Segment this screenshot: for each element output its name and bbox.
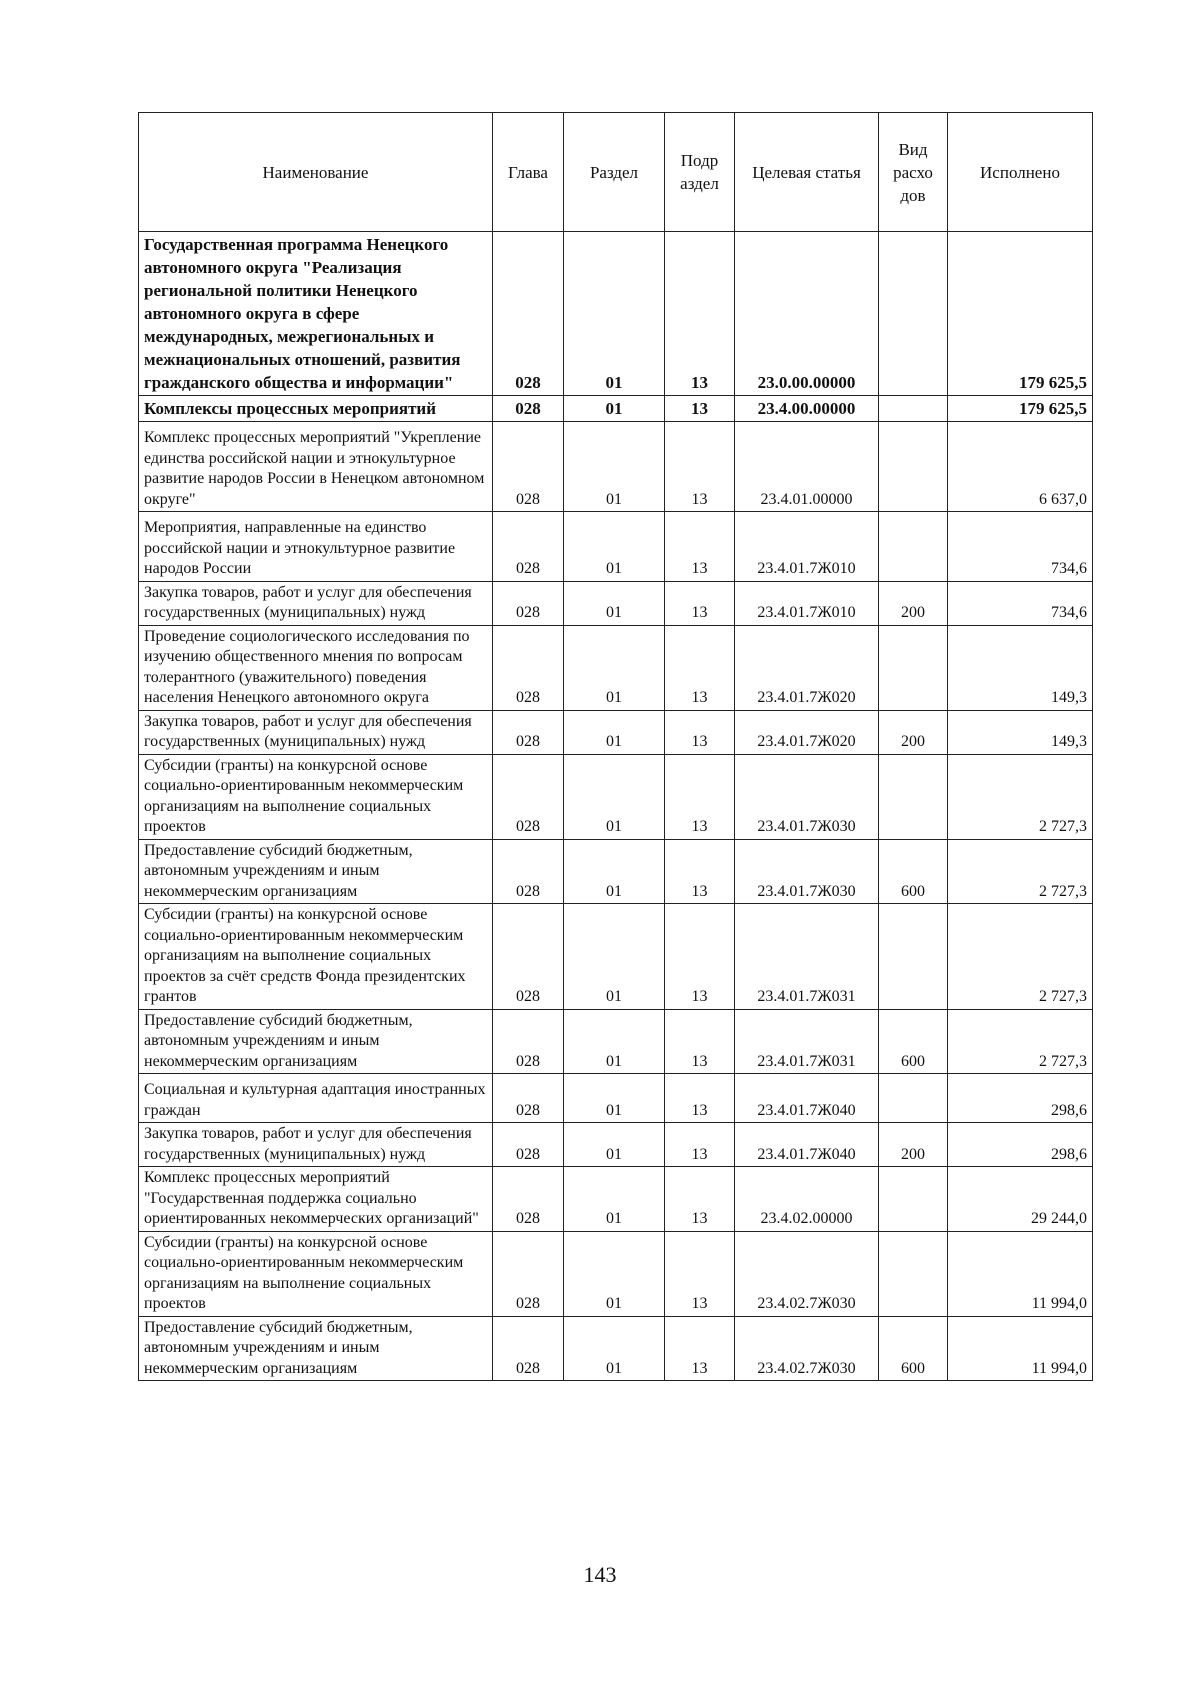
row-target-article: 23.4.01.7Ж040 [735, 1123, 879, 1167]
row-chapter: 028 [493, 512, 564, 582]
row-chapter: 028 [493, 839, 564, 904]
row-expense-type [879, 422, 948, 512]
row-chapter: 028 [493, 710, 564, 754]
row-name: Государственная программа Ненецкого автономного округа "Реализация региональной политики Ненецкого автономного округа в сфере международных, межрегиональных и межнациональных отношений, развития гражданского общества и информации" [139, 232, 493, 396]
row-chapter: 028 [493, 232, 564, 396]
row-target-article: 23.4.01.00000 [735, 422, 879, 512]
row-executed-amount: 2 727,3 [948, 1009, 1093, 1074]
row-subsection: 13 [665, 1009, 735, 1074]
row-name: Комплекс процессных мероприятий "Государственная поддержка социально ориентированных некоммерческих организаций" [139, 1167, 493, 1232]
row-section: 01 [564, 904, 665, 1010]
row-name: Мероприятия, направленные на единство российской нации и этнокультурное развитие народов России [139, 512, 493, 582]
row-section: 01 [564, 1231, 665, 1316]
row-executed-amount: 179 625,5 [948, 396, 1093, 422]
row-name: Социальная и культурная адаптация иностранных граждан [139, 1074, 493, 1123]
row-expense-type [879, 1167, 948, 1232]
table-row [139, 232, 1093, 396]
table-row [139, 1316, 1093, 1381]
row-chapter: 028 [493, 1009, 564, 1074]
row-section: 01 [564, 1316, 665, 1381]
row-name: Закупка товаров, работ и услуг для обеспечения государственных (муниципальных) нужд [139, 581, 493, 625]
row-name: Предоставление субсидий бюджетным, автономным учреждениям и иным некоммерческим организациям [139, 1316, 493, 1381]
row-chapter: 028 [493, 1316, 564, 1381]
row-expense-type: 200 [879, 710, 948, 754]
row-section: 01 [564, 1167, 665, 1232]
row-chapter: 028 [493, 1231, 564, 1316]
row-chapter: 028 [493, 1074, 564, 1123]
table-row [139, 904, 1093, 1010]
row-target-article: 23.0.00.00000 [735, 232, 879, 396]
table-row [139, 839, 1093, 904]
table-row [139, 581, 1093, 625]
header-executed: Исполнено [948, 113, 1093, 232]
table-row [139, 512, 1093, 582]
table-row [139, 710, 1093, 754]
row-expense-type [879, 232, 948, 396]
table-row [139, 1167, 1093, 1232]
row-subsection: 13 [665, 1074, 735, 1123]
row-executed-amount: 2 727,3 [948, 839, 1093, 904]
row-name: Субсидии (гранты) на конкурсной основе социально-ориентированным некоммерческим организациям на выполнение социальных проектов [139, 1231, 493, 1316]
row-subsection: 13 [665, 1316, 735, 1381]
row-expense-type: 200 [879, 581, 948, 625]
row-name: Субсидии (гранты) на конкурсной основе социально-ориентированным некоммерческим организациям на выполнение социальных проектов [139, 754, 493, 839]
table-row [139, 754, 1093, 839]
row-executed-amount: 149,3 [948, 625, 1093, 710]
row-target-article: 23.4.01.7Ж010 [735, 581, 879, 625]
row-executed-amount: 734,6 [948, 581, 1093, 625]
row-expense-type: 600 [879, 1009, 948, 1074]
row-target-article: 23.4.01.7Ж040 [735, 1074, 879, 1123]
row-executed-amount: 298,6 [948, 1123, 1093, 1167]
row-subsection: 13 [665, 396, 735, 422]
row-expense-type [879, 754, 948, 839]
row-subsection: 13 [665, 1123, 735, 1167]
table-row [139, 625, 1093, 710]
table-row [139, 422, 1093, 512]
row-section: 01 [564, 754, 665, 839]
row-subsection: 13 [665, 1231, 735, 1316]
row-section: 01 [564, 625, 665, 710]
row-expense-type [879, 904, 948, 1010]
row-executed-amount: 29 244,0 [948, 1167, 1093, 1232]
row-target-article: 23.4.02.7Ж030 [735, 1231, 879, 1316]
row-executed-amount: 2 727,3 [948, 754, 1093, 839]
row-target-article: 23.4.01.7Ж020 [735, 710, 879, 754]
row-subsection: 13 [665, 839, 735, 904]
row-target-article: 23.4.01.7Ж020 [735, 625, 879, 710]
page-number: 143 [583, 1562, 617, 1587]
row-target-article: 23.4.02.00000 [735, 1167, 879, 1232]
row-expense-type [879, 1231, 948, 1316]
header-row [139, 113, 1093, 232]
row-executed-amount: 734,6 [948, 512, 1093, 582]
header-name: Наименование [139, 113, 493, 232]
row-section: 01 [564, 839, 665, 904]
row-chapter: 028 [493, 422, 564, 512]
header-section: Раздел [564, 113, 665, 232]
row-executed-amount: 11 994,0 [948, 1316, 1093, 1381]
row-section: 01 [564, 512, 665, 582]
row-target-article: 23.4.01.7Ж030 [735, 754, 879, 839]
row-section: 01 [564, 1009, 665, 1074]
header-expense-type: Вид расхо дов [879, 113, 948, 232]
row-subsection: 13 [665, 422, 735, 512]
row-name: Проведение социологического исследования по изучению общественного мнения по вопросам толерантного (уважительного) поведения населения Ненецкого автономного округа [139, 625, 493, 710]
row-target-article: 23.4.02.7Ж030 [735, 1316, 879, 1381]
row-subsection: 13 [665, 1167, 735, 1232]
table-row [139, 396, 1093, 422]
row-name: Предоставление субсидий бюджетным, автономным учреждениям и иным некоммерческим организациям [139, 839, 493, 904]
row-expense-type: 600 [879, 1316, 948, 1381]
row-chapter: 028 [493, 1167, 564, 1232]
row-expense-type: 600 [879, 839, 948, 904]
row-executed-amount: 6 637,0 [948, 422, 1093, 512]
table-body [139, 232, 1093, 1381]
row-subsection: 13 [665, 754, 735, 839]
row-target-article: 23.4.01.7Ж030 [735, 839, 879, 904]
row-subsection: 13 [665, 710, 735, 754]
row-target-article: 23.4.01.7Ж010 [735, 512, 879, 582]
table-header [139, 113, 1093, 232]
row-name: Закупка товаров, работ и услуг для обеспечения государственных (муниципальных) нужд [139, 1123, 493, 1167]
row-chapter: 028 [493, 625, 564, 710]
header-target-article: Целевая статья [735, 113, 879, 232]
row-subsection: 13 [665, 581, 735, 625]
row-chapter: 028 [493, 1123, 564, 1167]
budget-table [138, 112, 1093, 1381]
row-section: 01 [564, 422, 665, 512]
table-row [139, 1009, 1093, 1074]
row-expense-type: 200 [879, 1123, 948, 1167]
row-expense-type [879, 396, 948, 422]
table-row [139, 1231, 1093, 1316]
row-name: Комплексы процессных мероприятий [139, 396, 493, 422]
row-subsection: 13 [665, 904, 735, 1010]
row-name: Комплекс процессных мероприятий "Укрепление единства российской нации и этнокультурное развитие народов России в Ненецком автономном округе" [139, 422, 493, 512]
row-expense-type [879, 1074, 948, 1123]
row-chapter: 028 [493, 581, 564, 625]
row-executed-amount: 11 994,0 [948, 1231, 1093, 1316]
header-subsection: Подр аздел [665, 113, 735, 232]
row-name: Закупка товаров, работ и услуг для обеспечения государственных (муниципальных) нужд [139, 710, 493, 754]
row-executed-amount: 179 625,5 [948, 232, 1093, 396]
row-name: Субсидии (гранты) на конкурсной основе социально-ориентированным некоммерческим организациям на выполнение социальных проектов за счёт средств Фонда президентских грантов [139, 904, 493, 1010]
row-target-article: 23.4.01.7Ж031 [735, 1009, 879, 1074]
row-subsection: 13 [665, 232, 735, 396]
row-chapter: 028 [493, 396, 564, 422]
row-chapter: 028 [493, 904, 564, 1010]
row-executed-amount: 298,6 [948, 1074, 1093, 1123]
row-section: 01 [564, 232, 665, 396]
row-chapter: 028 [493, 754, 564, 839]
row-section: 01 [564, 1123, 665, 1167]
header-chapter: Глава [493, 113, 564, 232]
row-subsection: 13 [665, 512, 735, 582]
row-name: Предоставление субсидий бюджетным, автономным учреждениям и иным некоммерческим организациям [139, 1009, 493, 1074]
row-target-article: 23.4.00.00000 [735, 396, 879, 422]
row-executed-amount: 149,3 [948, 710, 1093, 754]
row-subsection: 13 [665, 625, 735, 710]
row-section: 01 [564, 710, 665, 754]
row-executed-amount: 2 727,3 [948, 904, 1093, 1010]
row-expense-type [879, 625, 948, 710]
table-row [139, 1074, 1093, 1123]
row-section: 01 [564, 396, 665, 422]
row-target-article: 23.4.01.7Ж031 [735, 904, 879, 1010]
table-row [139, 1123, 1093, 1167]
row-expense-type [879, 512, 948, 582]
row-section: 01 [564, 581, 665, 625]
row-section: 01 [564, 1074, 665, 1123]
